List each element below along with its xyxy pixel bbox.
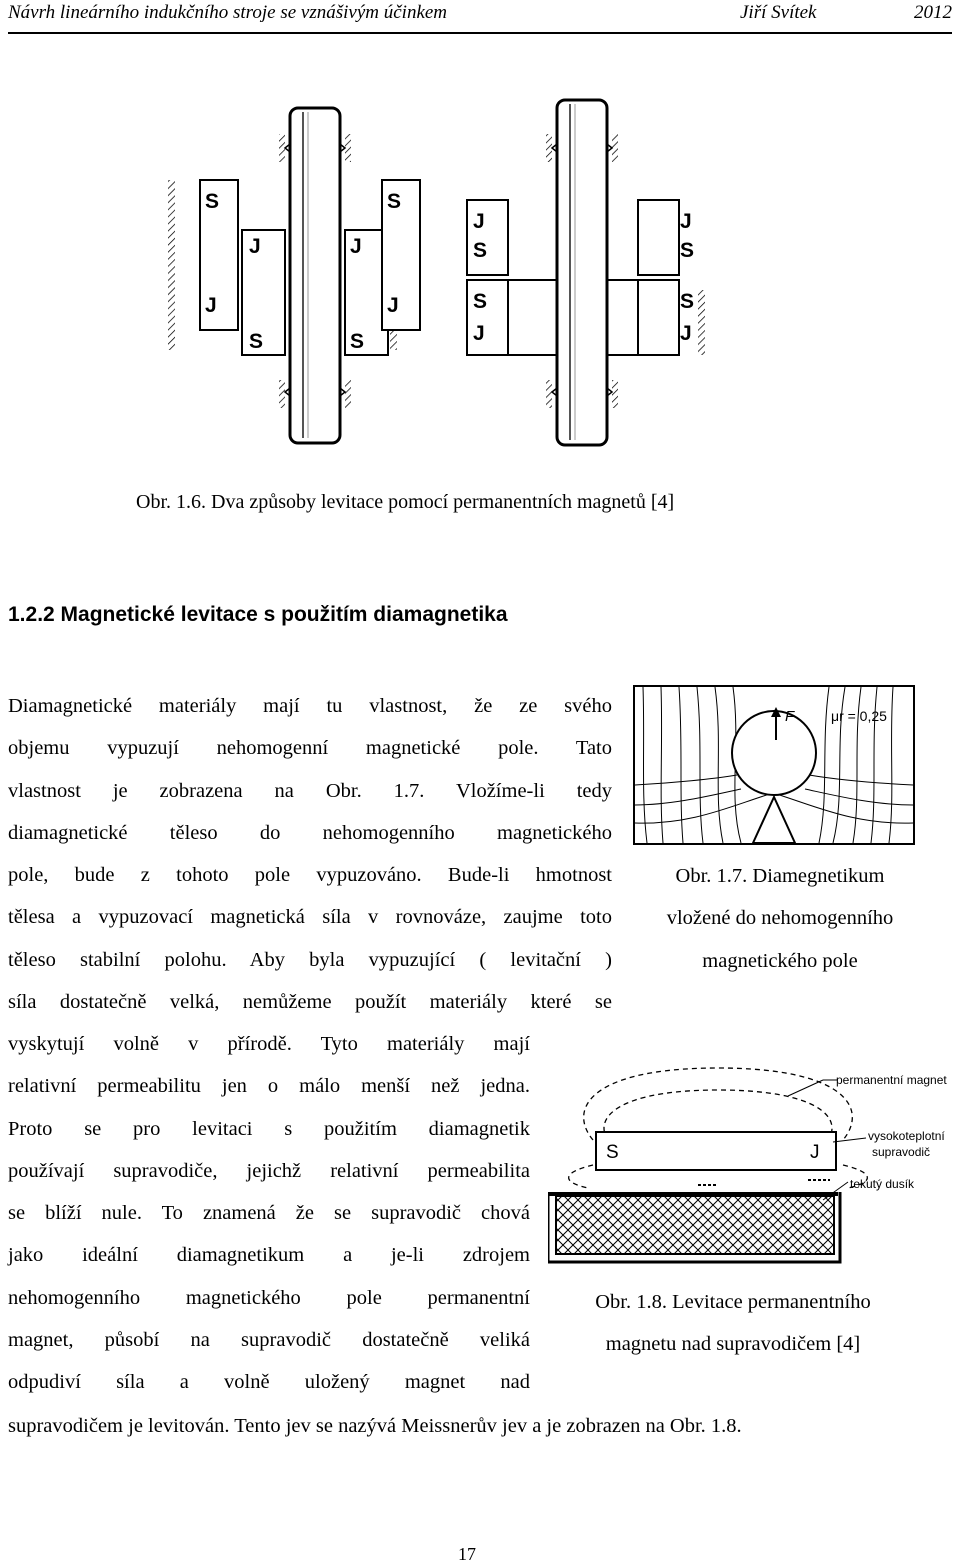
figure-1-8 [548,1060,958,1270]
body-line: vlastnost je zobrazena na Obr. 1.7. Vložíme-li tedy [8,779,612,802]
pole-label: J [680,210,692,233]
body-line: objemu vypuzují nehomogenní magnetické pole. Tato [8,737,612,760]
superconductor-label: supravodič [872,1145,931,1159]
body-line: jako ideální diamagnetikum a je-li zdrojem [8,1244,530,1267]
caption-line: Obr. 1.8. Levitace permanentního [595,1291,871,1313]
pole-label: S [387,190,402,213]
body-line: relativní permeabilitu jen o málo menší než jedna. [8,1075,530,1098]
body-line: supravodičem je levitován. Tento jev se nazývá Meissnerův jev a je zobrazen na Obr. 1.8. [8,1415,742,1437]
pole-label: J [680,322,692,345]
pole-label: S [473,290,488,313]
magnet-label: permanentní magnet [836,1073,947,1087]
figure-1-7-caption [627,855,933,982]
section-heading: 1.2.2 Magnetické levitace s použitím diamagnetika [8,603,508,626]
figure-1-7 [633,685,915,845]
pole-label: J [473,322,485,345]
body-line: používají supravodiče, jejichž relativní permeabilita [8,1159,530,1182]
body-line: pole, bude z tohoto pole vypuzováno. Bude-li hmotnost [8,864,612,887]
body-line: se blíží nule. To znamená že se supravodič chová [8,1202,530,1225]
pole-label: J [350,235,362,258]
pole-label: J [810,1142,820,1163]
figure-1-8-caption [562,1281,904,1366]
body-line: Proto se pro levitaci s použitím diamagnetik [8,1117,530,1140]
pole-label: J [387,294,399,317]
pole-label: J [473,210,485,233]
body-line: vyskytují volně v přírodě. Tyto materiály mají [8,1033,530,1055]
pole-label: S [205,190,220,213]
caption-line: vložené do nehomogenního [666,907,894,930]
body-line: těleso stabilní polohu. Aby byla vypuzující ( levitační ) [8,948,612,971]
header-rule [8,32,952,34]
body-line: Diamagnetické materiály mají tu vlastnost, že ze svého [8,695,612,717]
caption-line: magnetu nad supravodičem [4] [605,1333,861,1356]
document-title: Návrh lineárního indukčního stroje se vznášivým účinkem [8,2,448,23]
permeability-label: μr = 0,25 [831,708,887,724]
body-line: síla dostatečně velká, nemůžeme použít materiály které se [8,991,612,1014]
pole-label: S [606,1142,619,1163]
caption-line: magnetického pole [702,949,858,972]
body-line: magnet, působí na supravodič dostatečně veliká [8,1329,530,1352]
author-name: Jiří Svítek [740,2,817,23]
figure-1-6-caption: Obr. 1.6. Dva způsoby levitace pomocí permanentních magnetů [4] [136,491,675,513]
figure-1-6 [160,90,720,450]
levitation-left [168,108,420,443]
pole-label: J [249,235,261,258]
year: 2012 [914,2,952,23]
body-line: tělesa a vypuzovací magnetická síla v rovnováze, zaujme toto [8,906,612,929]
body-text-lower [8,1023,530,1404]
pole-label: S [473,239,488,262]
body-line: nehomogenního magnetického pole permanentní [8,1286,530,1309]
pole-label: S [680,290,695,313]
body-text-upper [8,685,612,1023]
pole-label: S [680,239,695,262]
body-line: diamagnetické těleso do nehomogenního magnetického [8,821,612,844]
force-label: F [785,708,795,725]
pole-label: J [205,294,217,317]
page-number: 17 [458,1544,476,1564]
pole-label: S [350,330,365,353]
superconductor-label: vysokoteplotní [868,1129,945,1143]
pole-label: S [249,330,264,353]
levitation-right [467,100,705,445]
caption-line: Obr. 1.7. Diamegnetikum [675,865,885,887]
page-header [8,0,952,30]
nitrogen-label: tekutý dusík [850,1177,915,1191]
body-line: odpudiví síla a volně uložený magnet nad [8,1371,530,1394]
